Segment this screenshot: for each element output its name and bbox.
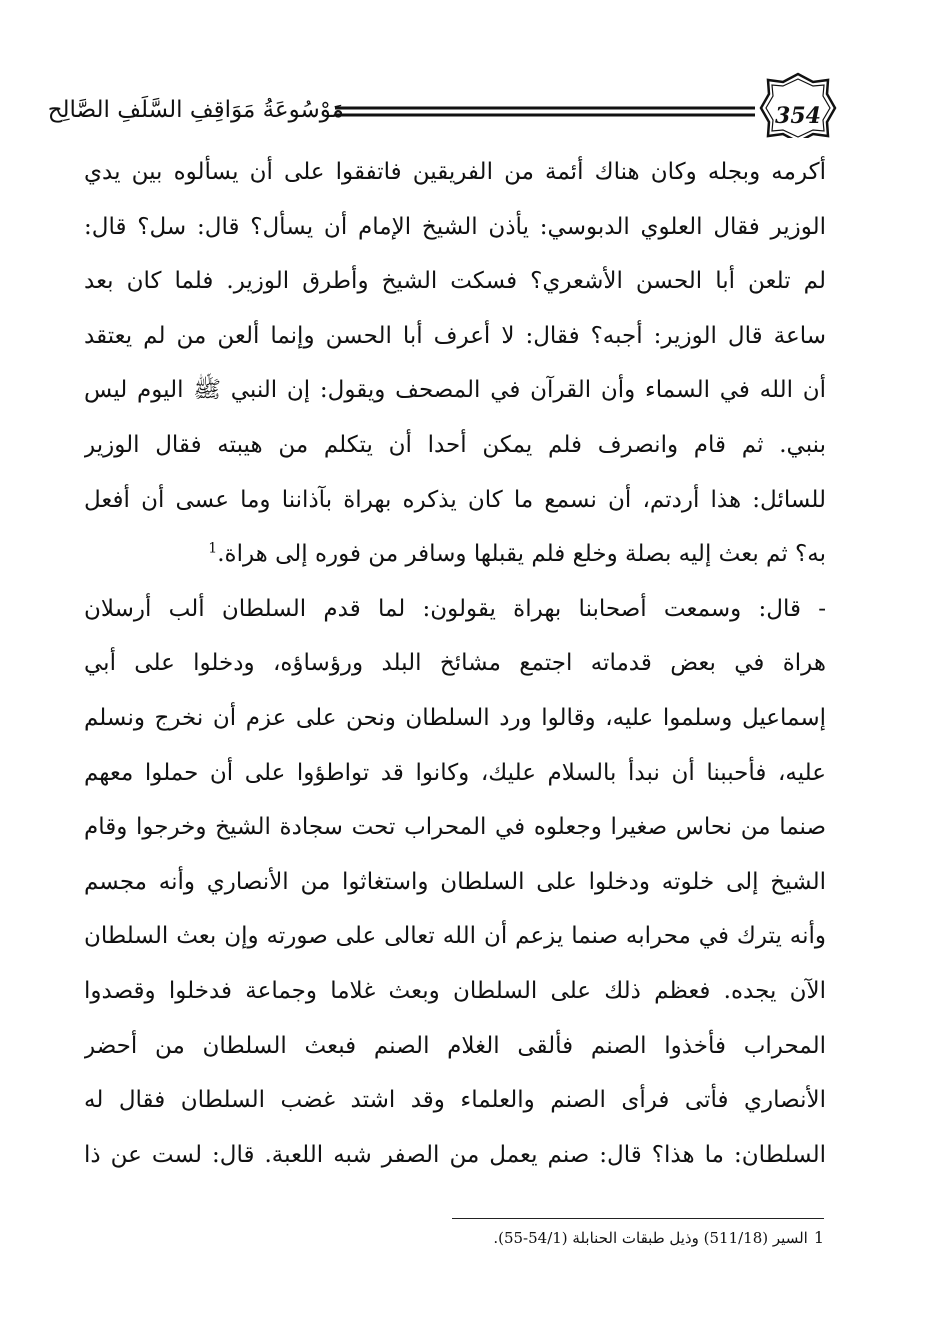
text-line: - قال: وسمعت أصحابنا بهراة يقولون: لما قدم السلطان ألب أرسلان: [84, 595, 826, 622]
footnote: [300, 1228, 824, 1247]
text-line: إسماعيل وسلموا عليه، وقالوا ورد السلطان ونحن على عزم أن نخرج ونسلم: [84, 704, 826, 731]
page-number: 354: [775, 103, 821, 129]
text-line: لم تلعن أبا الحسن الأشعري؟ فسكت الشيخ وأطرق الوزير. فلما كان بعد: [84, 268, 826, 295]
text-line: صنما من نحاس صغيرا وجعلوه في المحراب تحت سجادة الشيخ وخرجوا وقام: [84, 814, 826, 841]
text-line: الآن يجده. فعظم ذلك على السلطان وبعث غلاما وجماعة فدخلوا وقصدوا: [84, 977, 826, 1004]
text-line: الأنصاري فأتى فرأى الصنم والعلماء وقد اشتد غضب السلطان فقال له: [84, 1087, 826, 1114]
text-line: بنبي. ثم قام وانصرف فلم يمكن أحدا أن يتكلم من هيبته فقال الوزير: [84, 431, 826, 458]
text-line: الشيخ إلى خلوته ودخلوا على السلطان واستغاثوا من الأنصاري وأنه مجسم: [84, 868, 826, 895]
series-title: مَوْسُوعَةُ مَوَاقِفِ السَّلَفِ الصَّالِح: [47, 97, 344, 123]
text-line: الوزير فقال العلوي الدبوسي: يأذن الشيخ الإمام أن يسأل؟ قال: سل؟ قال:: [84, 213, 826, 240]
text-line-content: به؟ ثم بعث إليه بصلة وخلع فلم يقبلها وسافر من فوره إلى هراة.: [217, 541, 826, 568]
text-line: [84, 529, 826, 584]
footnote-text: السير (511/18) وذيل طبقات الحنابلة (54/1-55).: [493, 1229, 808, 1247]
text-line: هراة في بعض قدماته اجتمع مشائخ البلد ورؤساؤه، ودخلوا على أبي: [84, 650, 826, 677]
text-line: أن الله في السماء وأن القرآن في المصحف ويقول: إن النبي ﷺ اليوم ليس: [84, 377, 826, 404]
footnote-number: 1: [813, 1228, 824, 1247]
text-line: ساعة قال الوزير: أجبه؟ فقال: لا أعرف أبا الحسن وإنما ألعن من لم يعتقد: [84, 322, 826, 349]
text-line: أكرمه وبجله وكان هناك أئمة من الفريقين فاتفقوا على أن يسألوه بين يدي: [84, 159, 826, 185]
text-line: للسائل: هذا أردتم، أن نسمع ما كان يذكره بهراة بآذاننا وما عسى أن أفعل: [84, 486, 826, 513]
footnote-divider: [452, 1218, 824, 1219]
text-line: السلطان: ما هذا؟ قال: صنم يعمل من الصفر شبه اللعبة. قال: لست عن ذا: [84, 1141, 826, 1168]
body-text: [84, 147, 826, 1184]
text-line: المحراب فأخذوا الصنم فألقى الغلام الصنم فبعث السلطان من أحضر: [84, 1032, 826, 1059]
text-line: عليه، فأحببنا أن نبدأ بالسلام عليك، وكانوا قد تواطؤوا على أن حملوا معهم: [84, 759, 826, 786]
footnote-reference: 1: [208, 540, 218, 557]
text-line: وأنه يترك في محرابه صنما يزعم أن الله تعالى على صورته وإن بعث السلطان: [84, 923, 826, 950]
